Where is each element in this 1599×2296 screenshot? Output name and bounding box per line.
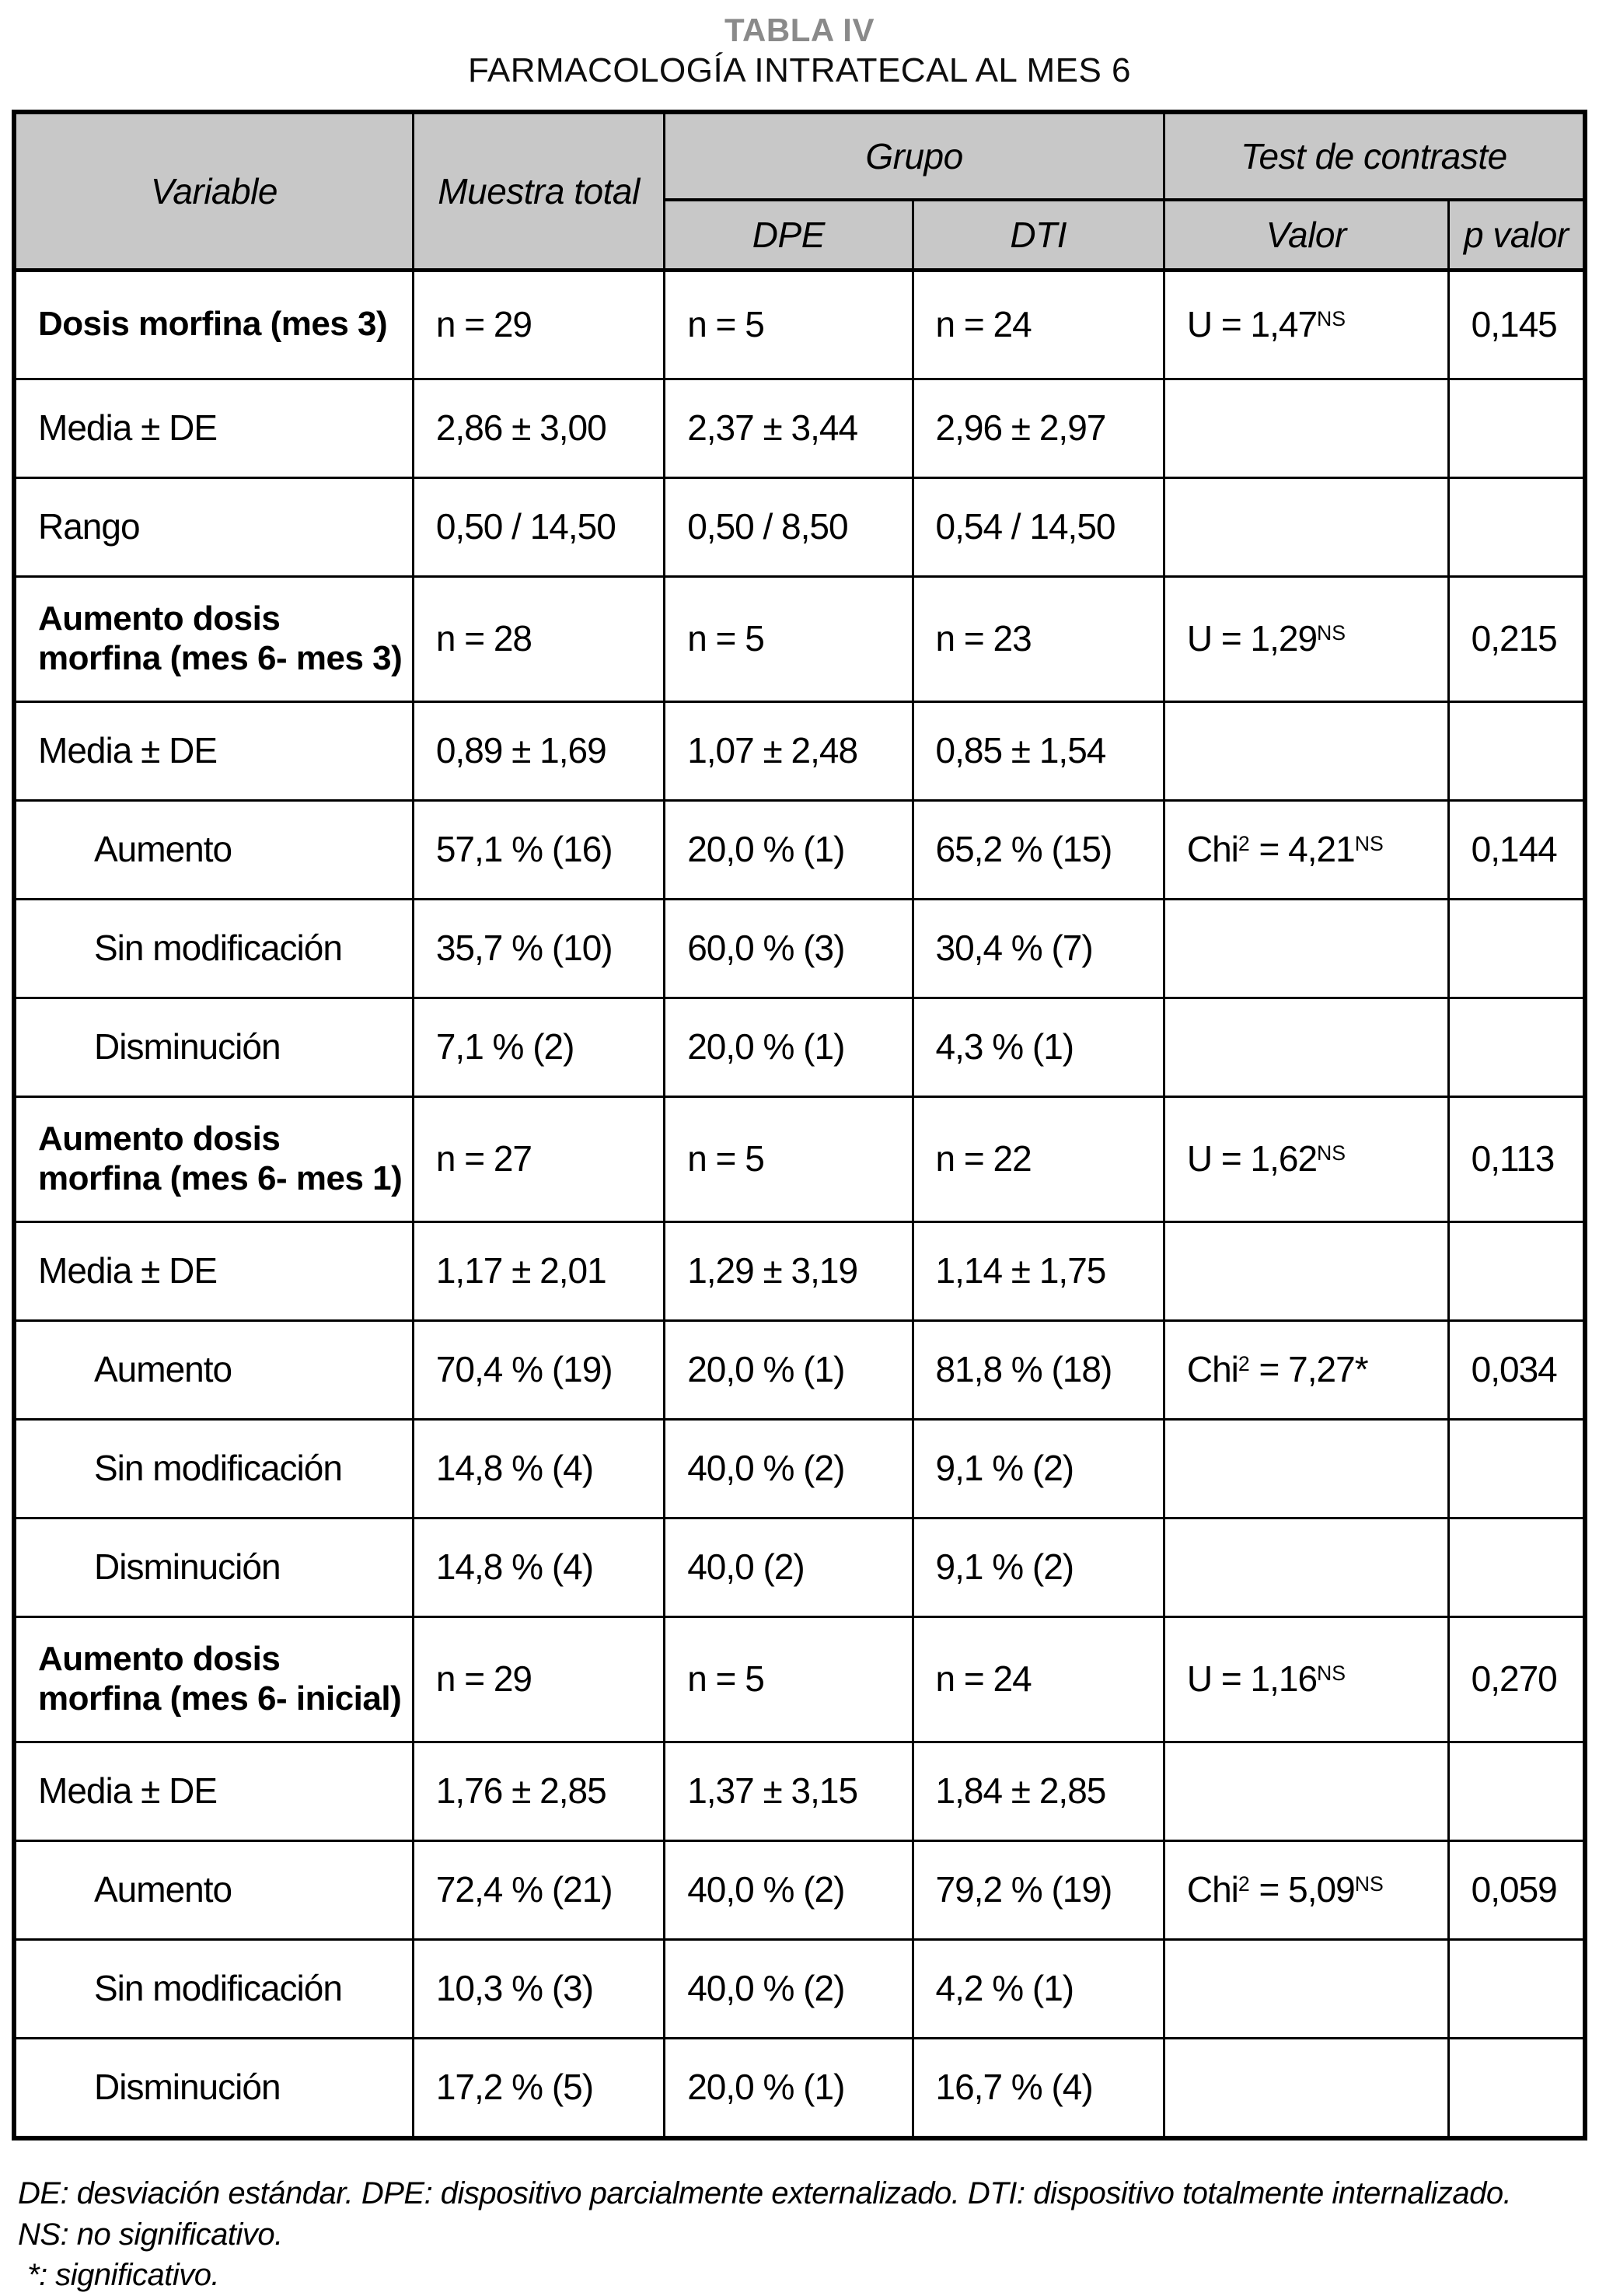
cell-p-valor (1448, 1742, 1585, 1840)
cell-valor: $U = 1,29^{NS}$ (1164, 576, 1448, 701)
cell-muestra-total: 14,8 % (4) (413, 1518, 664, 1616)
cell-dpe: n = 5 (665, 270, 913, 379)
cell-valor: $Chi^2 = 5,09^{NS}$ (1164, 1840, 1448, 1939)
cell-dpe: 60,0 % (3) (665, 899, 913, 998)
column-group-test-de-contraste: Test de contraste (1164, 112, 1585, 200)
column-group-grupo: Grupo (665, 112, 1164, 200)
cell-variable: Media ± DE (14, 701, 413, 800)
cell-variable: Media ± DE (14, 379, 413, 477)
table-row (14, 1840, 1585, 1939)
cell-p-valor (1448, 379, 1585, 477)
cell-p-valor (1448, 477, 1585, 576)
cell-valor (1164, 701, 1448, 800)
cell-valor: $U = 1,47^{NS}$ (1164, 270, 1448, 379)
cell-muestra-total: 7,1 % (2) (413, 998, 664, 1096)
cell-variable: Sin modificación (14, 899, 413, 998)
cell-dpe: 2,37 ± 3,44 (665, 379, 913, 477)
table-row (14, 1616, 1585, 1742)
cell-p-valor: 0,034 (1448, 1320, 1585, 1419)
cell-dti: 30,4 % (7) (913, 899, 1164, 998)
cell-dpe: 1,07 ± 2,48 (665, 701, 913, 800)
cell-dpe: n = 5 (665, 1096, 913, 1221)
table-row (14, 2038, 1585, 2138)
cell-dpe: 40,0 % (2) (665, 1840, 913, 1939)
cell-valor (1164, 1419, 1448, 1518)
table-row (14, 270, 1585, 379)
cell-dti: 0,85 ± 1,54 (913, 701, 1164, 800)
footnote-ns: NS: no significativo. (18, 2217, 283, 2252)
cell-dti: 16,7 % (4) (913, 2038, 1164, 2138)
header-row-groups (14, 112, 1585, 200)
cell-variable: Aumento (14, 1840, 413, 1939)
cell-dpe: 20,0 % (1) (665, 1320, 913, 1419)
cell-valor: $U = 1,16^{NS}$ (1164, 1616, 1448, 1742)
cell-dpe: n = 5 (665, 576, 913, 701)
cell-p-valor (1448, 1939, 1585, 2038)
cell-variable: Disminución (14, 1518, 413, 1616)
cell-muestra-total: 0,50 / 14,50 (413, 477, 664, 576)
cell-muestra-total: 1,76 ± 2,85 (413, 1742, 664, 1840)
table-row (14, 1320, 1585, 1419)
table-row (14, 1096, 1585, 1221)
cell-dti: 1,14 ± 1,75 (913, 1221, 1164, 1320)
cell-valor (1164, 379, 1448, 477)
cell-dpe: 20,0 % (1) (665, 800, 913, 899)
cell-variable: Media ± DE (14, 1742, 413, 1840)
data-table (12, 110, 1587, 2140)
cell-valor (1164, 1518, 1448, 1616)
cell-dpe: 20,0 % (1) (665, 998, 913, 1096)
cell-p-valor: 0,145 (1448, 270, 1585, 379)
cell-p-valor (1448, 2038, 1585, 2138)
cell-variable: Sin modificación (14, 1419, 413, 1518)
table-row (14, 379, 1585, 477)
cell-dti: 4,2 % (1) (913, 1939, 1164, 2038)
cell-variable: Dosis morfina (mes 3) (14, 270, 413, 379)
cell-variable: Aumento (14, 1320, 413, 1419)
cell-muestra-total: 2,86 ± 3,00 (413, 379, 664, 477)
cell-dti: 81,8 % (18) (913, 1320, 1164, 1419)
cell-muestra-total: 72,4 % (21) (413, 1840, 664, 1939)
table-row (14, 899, 1585, 998)
cell-valor (1164, 998, 1448, 1096)
cell-variable: Rango (14, 477, 413, 576)
cell-p-valor: 0,059 (1448, 1840, 1585, 1939)
table-row (14, 1221, 1585, 1320)
cell-dpe: n = 5 (665, 1616, 913, 1742)
cell-p-valor (1448, 701, 1585, 800)
cell-p-valor: 0,113 (1448, 1096, 1585, 1221)
cell-dti: 0,54 / 14,50 (913, 477, 1164, 576)
cell-valor (1164, 477, 1448, 576)
cell-valor: $Chi^2 = 4,21^{NS}$ (1164, 800, 1448, 899)
table-row (14, 1518, 1585, 1616)
cell-muestra-total: 57,1 % (16) (413, 800, 664, 899)
cell-p-valor: 0,270 (1448, 1616, 1585, 1742)
cell-dpe: 1,29 ± 3,19 (665, 1221, 913, 1320)
cell-dti: 65,2 % (15) (913, 800, 1164, 899)
cell-valor (1164, 1939, 1448, 2038)
cell-muestra-total: 10,3 % (3) (413, 1939, 664, 2038)
cell-muestra-total: n = 27 (413, 1096, 664, 1221)
cell-dpe: 40,0 % (2) (665, 1939, 913, 2038)
cell-variable: Aumento (14, 800, 413, 899)
cell-p-valor (1448, 1221, 1585, 1320)
cell-variable: Media ± DE (14, 1221, 413, 1320)
footnote-abbreviations: DE: desviación estándar. DPE: dispositivo parcialmente externalizado. DTI: dispositivo totalmente internalizado. (18, 2175, 1512, 2210)
cell-dti: 9,1 % (2) (913, 1518, 1164, 1616)
table-row (14, 1419, 1585, 1518)
column-header-muestra-total: Muestra total (413, 112, 664, 271)
cell-variable: Sin modificación (14, 1939, 413, 2038)
cell-muestra-total: 0,89 ± 1,69 (413, 701, 664, 800)
cell-muestra-total: 17,2 % (5) (413, 2038, 664, 2138)
cell-p-valor (1448, 899, 1585, 998)
cell-dpe: 40,0 (2) (665, 1518, 913, 1616)
cell-muestra-total: 70,4 % (19) (413, 1320, 664, 1419)
table-header (14, 112, 1585, 271)
cell-muestra-total: n = 28 (413, 576, 664, 701)
column-header-variable: Variable (14, 112, 413, 271)
table-row (14, 576, 1585, 701)
footnote-asterisk: *: significativo. (27, 2258, 220, 2293)
cell-dti: n = 22 (913, 1096, 1164, 1221)
cell-valor (1164, 1221, 1448, 1320)
cell-variable: Disminución (14, 998, 413, 1096)
cell-muestra-total: 1,17 ± 2,01 (413, 1221, 664, 1320)
cell-valor: Chi$^2$ = 7,27* (1164, 1320, 1448, 1419)
column-header-valor: Valor (1164, 200, 1448, 271)
cell-variable: Aumento dosis morfina (mes 6- mes 1) (14, 1096, 413, 1221)
cell-valor (1164, 899, 1448, 998)
cell-dpe: 0,50 / 8,50 (665, 477, 913, 576)
cell-valor (1164, 1742, 1448, 1840)
cell-dti: n = 24 (913, 1616, 1164, 1742)
cell-p-valor (1448, 1419, 1585, 1518)
column-header-dti: DTI (913, 200, 1164, 271)
table-row (14, 1742, 1585, 1840)
cell-valor (1164, 2038, 1448, 2138)
cell-variable: Disminución (14, 2038, 413, 2138)
table-body (14, 270, 1585, 2138)
cell-muestra-total: 14,8 % (4) (413, 1419, 664, 1518)
column-header-p-valor: p valor (1448, 200, 1585, 271)
table-row (14, 800, 1585, 899)
cell-valor: $U = 1,62^{NS}$ (1164, 1096, 1448, 1221)
cell-dpe: 1,37 ± 3,15 (665, 1742, 913, 1840)
cell-muestra-total: 35,7 % (10) (413, 899, 664, 998)
cell-p-valor: 0,144 (1448, 800, 1585, 899)
table-row (14, 477, 1585, 576)
table-row (14, 1939, 1585, 2038)
cell-dti: 4,3 % (1) (913, 998, 1164, 1096)
cell-muestra-total: n = 29 (413, 1616, 664, 1742)
cell-p-valor (1448, 998, 1585, 1096)
cell-muestra-total: n = 29 (413, 270, 664, 379)
cell-variable: Aumento dosis morfina (mes 6- mes 3) (14, 576, 413, 701)
cell-dti: 79,2 % (19) (913, 1840, 1164, 1939)
cell-dti: 9,1 % (2) (913, 1419, 1164, 1518)
cell-dti: n = 23 (913, 576, 1164, 701)
column-header-dpe: DPE (665, 200, 913, 271)
cell-p-valor (1448, 1518, 1585, 1616)
cell-dti: 1,84 ± 2,85 (913, 1742, 1164, 1840)
cell-dpe: 40,0 % (2) (665, 1419, 913, 1518)
cell-variable: Aumento dosis morfina (mes 6- inicial) (14, 1616, 413, 1742)
cell-dti: n = 24 (913, 270, 1164, 379)
table-row (14, 701, 1585, 800)
table-title: TABLA IV (724, 12, 875, 48)
table-row (14, 998, 1585, 1096)
cell-dti: 2,96 ± 2,97 (913, 379, 1164, 477)
cell-p-valor: 0,215 (1448, 576, 1585, 701)
footnotes (12, 2173, 1587, 2296)
cell-dpe: 20,0 % (1) (665, 2038, 913, 2138)
table-subtitle: FARMACOLOGÍA INTRATECAL AL MES 6 (467, 51, 1132, 90)
